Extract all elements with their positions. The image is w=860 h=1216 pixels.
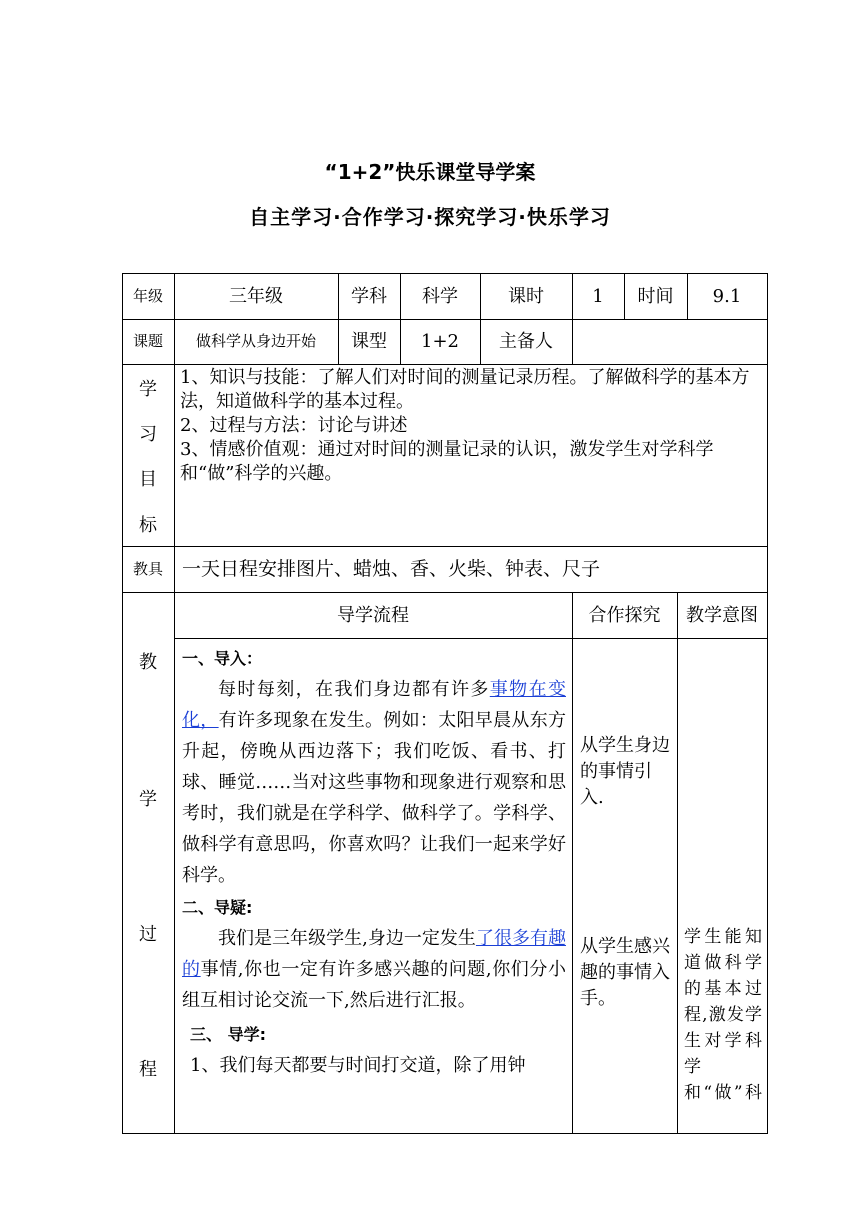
coop-note-2: 从学生感兴趣的事情入手。	[580, 936, 670, 1009]
process-label-char: 教	[139, 652, 157, 673]
flow-content	[182, 644, 566, 1132]
goals-label-char: 目	[139, 469, 157, 490]
section-question-heading: 二、导疑:	[182, 898, 253, 917]
type-value: 1+2	[421, 331, 459, 352]
link-change[interactable]: 事物在变化，	[182, 679, 566, 731]
subject-value: 科学	[422, 285, 458, 307]
time-value: 9.1	[712, 285, 742, 307]
section-question-text: 我们是三年级学生,身边一定发生了很多有趣的事情,你也一定有许多感兴趣的问题,你们分小组互相讨论交流一下,然后进行汇报。	[182, 928, 566, 1011]
goal-process: 2、过程与方法：讨论与讲述	[180, 415, 408, 436]
process-label-char: 过	[139, 924, 157, 945]
page-subtitle: 自主学习·合作学习·探究学习·快乐学习	[249, 205, 611, 229]
goals-content	[180, 366, 764, 486]
section-guide-heading: 三、 导学:	[190, 1025, 266, 1044]
grade-label: 年级	[132, 286, 163, 305]
section-guide-text: 1、我们每天都要与时间打交道，除了用钟	[190, 1055, 526, 1076]
time-label: 时间	[637, 285, 674, 307]
process-label-char: 程	[139, 1059, 157, 1080]
page-title: “1+2”快乐课堂导学案	[324, 160, 536, 184]
link-interesting[interactable]: 了很多有趣的	[182, 928, 566, 980]
tools-label: 教具	[132, 559, 163, 578]
period-label: 课时	[508, 285, 544, 307]
goal-emotion: 3、情感价值观：通过对时间的测量记录的认识，激发学生对学科学和“做”科学的兴趣。	[180, 439, 714, 484]
column-header-intent: 教学意图	[686, 604, 758, 626]
section-intro-heading: 一、导入：	[182, 649, 263, 668]
goals-label-char: 习	[139, 424, 157, 445]
lead-label: 主备人	[499, 331, 553, 352]
column-header-coop: 合作探究	[588, 604, 661, 626]
section-intro-text: 每时每刻，在我们身边都有许多事物在变化，有许多现象在发生。例如：太阳早晨从东方升起，傍晚从西边落下；我们吃饭、看书、打球、睡觉……当对这些事物和现象进行观察和思考时，我们就是在学科学、做科学了。学科学、做科学有意思吗，你喜欢吗？让我们一起来学好科学。	[182, 679, 566, 886]
tools-value: 一天日程安排图片、蜡烛、香、火柴、钟表、尺子	[182, 558, 601, 580]
intent-note: 学生能知道做科学的基本过程,激发学生对学科学和“做”科	[684, 927, 762, 1103]
process-label-char: 学	[139, 789, 157, 810]
goals-label-char: 标	[139, 515, 157, 536]
column-header-flow: 导学流程	[337, 604, 409, 626]
subject-label: 学科	[351, 285, 387, 307]
coop-note-1: 从学生身边的事情引入.	[580, 735, 670, 808]
goal-knowledge: 1、知识与技能：了解人们对时间的测量记录历程。了解做科学的基本方法，知道做科学的基本过程。	[180, 367, 750, 412]
topic-value: 做科学从身边开始	[195, 332, 316, 350]
period-value: 1	[592, 285, 604, 307]
type-label: 课型	[351, 331, 387, 352]
lead-value	[572, 319, 767, 364]
goals-label-char: 学	[139, 379, 157, 400]
topic-label: 课题	[132, 332, 163, 350]
grade-value: 三年级	[229, 285, 283, 307]
